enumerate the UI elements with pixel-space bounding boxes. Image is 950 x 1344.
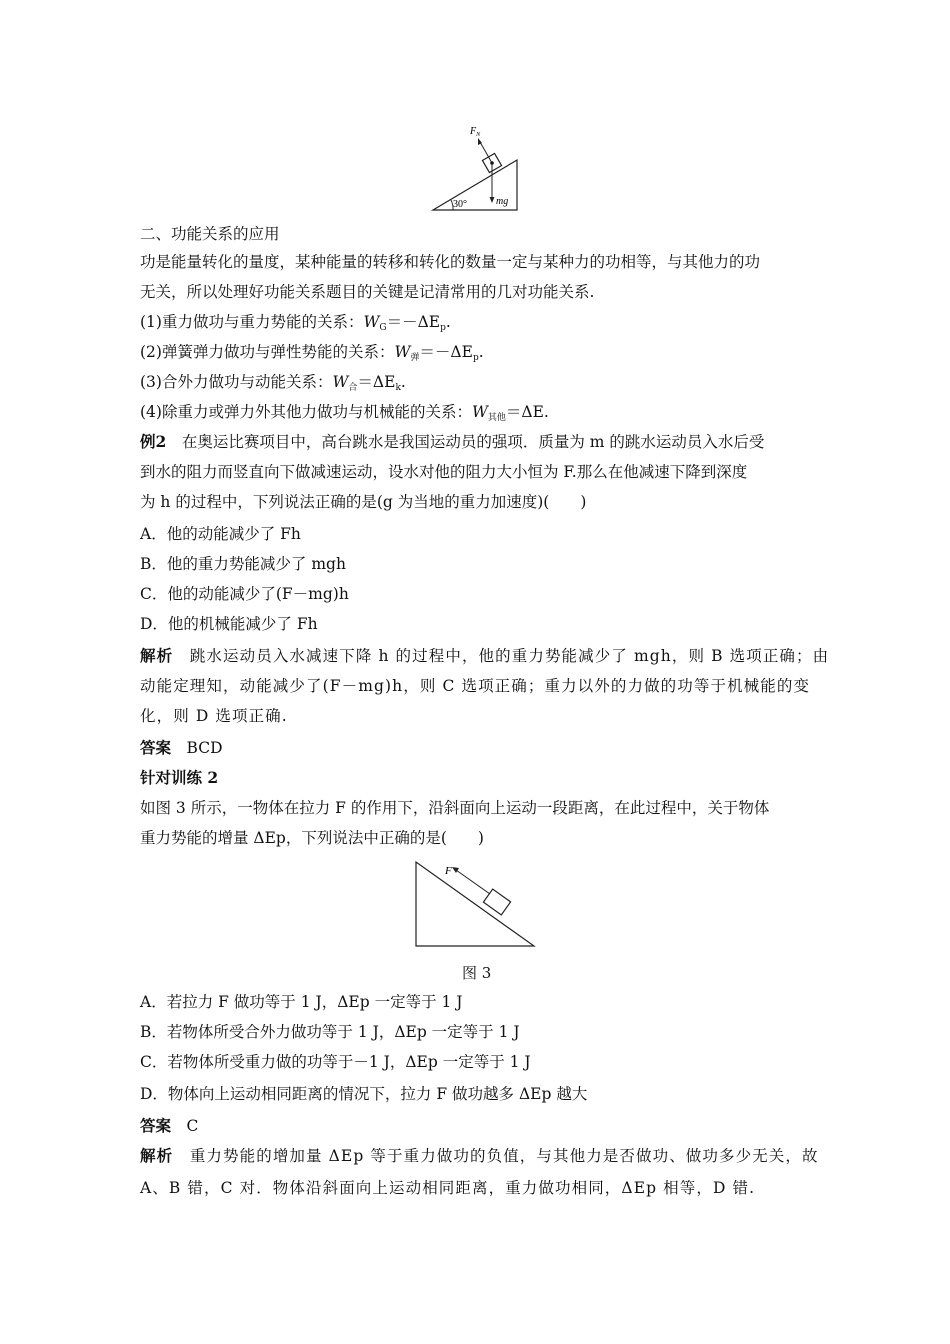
relation-4: (4)除重力或弹力外其他力做功与机械能的关系：$W_{其他}=\Delta E$.: [140, 403, 549, 423]
example-2-analysis-line-1: 解析 跳水运动员入水减速下降 h 的过程中，他的重力势能减少了 mgh，则 B 选项正确；由: [140, 646, 830, 665]
relation-3: (3)合外力做功与动能关系：$W_合=\Delta E_k$.: [140, 373, 406, 393]
example-2-option-d: D．他的机械能减少了 Fh: [140, 615, 318, 633]
example-2-option-a: A．他的动能减少了 Fh: [140, 525, 301, 543]
relation-2: (2)弹簧弹力做功与弹性势能的关系：$W_弹=-\Delta E_p$.: [140, 343, 484, 363]
example-2-line-3: 为 h 的过程中，下列说法正确的是(g 为当地的重力加速度)( ): [140, 493, 587, 511]
training-2-option-b: B．若物体所受合外力做功等于 1 J，ΔEp 一定等于 1 J: [140, 1023, 520, 1041]
normal-force-label: $F_N$: [470, 126, 481, 138]
figure-3-incline: [410, 858, 542, 950]
figure-3-caption: 图 3: [462, 964, 492, 982]
training-2-line-2: 重力势能的增量 ΔEp，下列说法中正确的是( ): [140, 829, 484, 847]
training-2-analysis-line-2: A、B 错，C 对．物体沿斜面向上运动相同距离，重力做功相同，ΔEp 相等，D 错.: [140, 1179, 756, 1197]
example-2-option-c: C．他的动能减少了(F－mg)h: [140, 585, 349, 603]
example-2-analysis-line-3: 化，则 D 选项正确.: [140, 707, 288, 725]
training-2-line-1: 如图 3 所示，一物体在拉力 F 的作用下，沿斜面向上运动一段距离，在此过程中，关于物体: [140, 799, 770, 817]
section-title: 二、功能关系的应用: [140, 225, 280, 243]
gravity-label: mg: [496, 196, 509, 207]
example-2-answer: 答案 BCD: [140, 738, 223, 757]
training-2-title: 针对训练 2: [140, 768, 219, 787]
example-2-analysis-line-2: 动能定理知，动能减少了(F－mg)h，则 C 选项正确；重力以外的力做的功等于机械能的变: [140, 677, 811, 695]
example-2-line-1: 例2 在奥运比赛项目中，高台跳水是我国运动员的强项．质量为 m 的跳水运动员入水后受: [140, 432, 765, 451]
training-2-answer: 答案 C: [140, 1116, 199, 1135]
intro-line-1: 功是能量转化的量度，某种能量的转移和转化的数量一定与某种力的功相等，与其他力的功: [140, 253, 761, 271]
training-2-option-a: A．若拉力 F 做功等于 1 J，ΔEp 一定等于 1 J: [140, 993, 463, 1011]
training-2-option-c: C．若物体所受重力做的功等于－1 J，ΔEp 一定等于 1 J: [140, 1053, 531, 1071]
figure-3-force-label: F: [445, 865, 452, 877]
training-2-option-d: D．物体向上运动相同距离的情况下，拉力 F 做功越多 ΔEp 越大: [140, 1085, 588, 1103]
intro-line-2: 无关，所以处理好功能关系题目的关键是记清常用的几对功能关系.: [140, 283, 595, 301]
example-2-option-b: B．他的重力势能减少了 mgh: [140, 555, 346, 573]
angle-label: 30°: [453, 199, 467, 210]
relation-1: (1)重力做功与重力势能的关系：$W_G=-\Delta E_p$.: [140, 313, 451, 333]
training-2-analysis-line-1: 解析 重力势能的增加量 ΔEp 等于重力做功的负值，与其他力是否做功、做功多少无关，故: [140, 1146, 819, 1165]
example-2-line-2: 到水的阻力而竖直向下做减速运动，设水对他的阻力大小恒为 F.那么在他减速下降到深度: [140, 463, 748, 481]
incline-force-diagram: [425, 118, 525, 214]
